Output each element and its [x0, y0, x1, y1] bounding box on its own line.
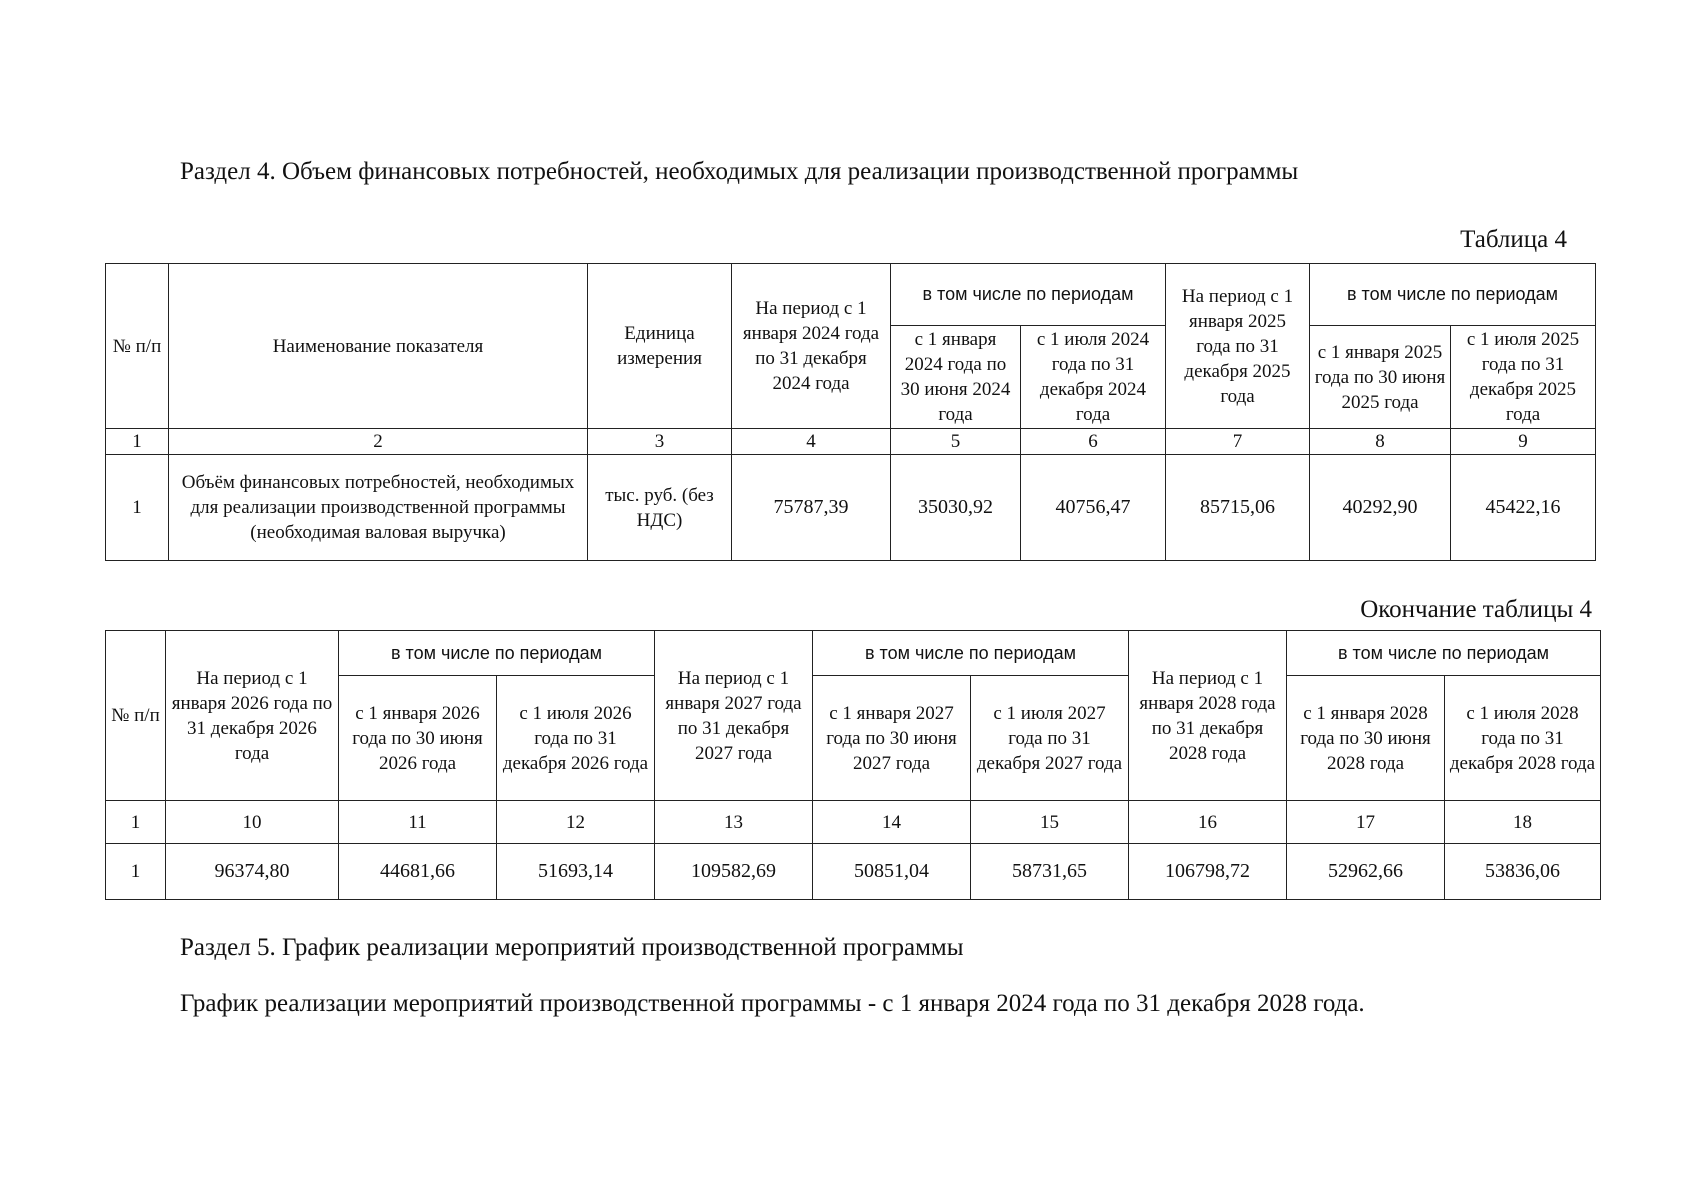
colnum: 6: [1021, 429, 1166, 455]
colnum: 2: [169, 429, 588, 455]
header-2026-h1: с 1 января 2026 года по 30 июня 2026 года: [339, 676, 497, 801]
header-num: № п/п: [106, 631, 166, 801]
section-5-title: Раздел 5. График реализации мероприятий производственной программы: [180, 934, 964, 961]
colnum: 9: [1451, 429, 1596, 455]
header-2024-h2: с 1 июля 2024 года по 31 декабря 2024 года: [1021, 326, 1166, 429]
colnum: 1: [106, 801, 166, 844]
colnum: 3: [588, 429, 732, 455]
value-2028: 106798,72: [1129, 844, 1287, 900]
financial-needs-table-continuation: [105, 630, 1601, 900]
column-number-row: [106, 801, 1601, 844]
header-including-2025: в том числе по периодам: [1310, 264, 1596, 326]
header-2025-h1: с 1 января 2025 года по 30 июня 2025 года: [1310, 326, 1451, 429]
row-name: Объём финансовых потребностей, необходимых для реализации производственной программы (необходимая валовая выручка): [169, 455, 588, 561]
colnum: 12: [497, 801, 655, 844]
value-2026-h2: 51693,14: [497, 844, 655, 900]
colnum: 11: [339, 801, 497, 844]
header-num: № п/п: [106, 264, 169, 429]
table-4-caption: Таблица 4: [1460, 226, 1567, 253]
colnum: 15: [971, 801, 1129, 844]
value-2025-h2: 45422,16: [1451, 455, 1596, 561]
header-period-2027: На период с 1 января 2027 года по 31 декабря 2027 года: [655, 631, 813, 801]
header-period-2025: На период с 1 января 2025 года по 31 декабря 2025 года: [1166, 264, 1310, 429]
value-2024-h1: 35030,92: [891, 455, 1021, 561]
colnum: 10: [166, 801, 339, 844]
value-2028-h1: 52962,66: [1287, 844, 1445, 900]
value-2025: 85715,06: [1166, 455, 1310, 561]
colnum: 5: [891, 429, 1021, 455]
header-including-2028: в том числе по периодам: [1287, 631, 1601, 676]
header-including-2026: в том числе по периодам: [339, 631, 655, 676]
header-2027-h1: с 1 января 2027 года по 30 июня 2027 года: [813, 676, 971, 801]
colnum: 8: [1310, 429, 1451, 455]
colnum: 4: [732, 429, 891, 455]
value-2024-h2: 40756,47: [1021, 455, 1166, 561]
financial-needs-table: [105, 263, 1596, 561]
row-num: 1: [106, 844, 166, 900]
header-name: Наименование показателя: [169, 264, 588, 429]
colnum: 16: [1129, 801, 1287, 844]
header-including-2027: в том числе по периодам: [813, 631, 1129, 676]
colnum: 18: [1445, 801, 1601, 844]
colnum: 13: [655, 801, 813, 844]
header-2027-h2: с 1 июля 2027 года по 31 декабря 2027 года: [971, 676, 1129, 801]
colnum: 1: [106, 429, 169, 455]
value-2026: 96374,80: [166, 844, 339, 900]
header-period-2024: На период с 1 января 2024 года по 31 декабря 2024 года: [732, 264, 891, 429]
header-2026-h2: с 1 июля 2026 года по 31 декабря 2026 года: [497, 676, 655, 801]
header-unit: Единица измерения: [588, 264, 732, 429]
colnum: 7: [1166, 429, 1310, 455]
header-2024-h1: с 1 января 2024 года по 30 июня 2024 года: [891, 326, 1021, 429]
value-2027: 109582,69: [655, 844, 813, 900]
column-number-row: [106, 429, 1596, 455]
header-2028-h1: с 1 января 2028 года по 30 июня 2028 года: [1287, 676, 1445, 801]
value-2028-h2: 53836,06: [1445, 844, 1601, 900]
schedule-text: График реализации мероприятий производственной программы - с 1 января 2024 года по 31 декабря 2028 года.: [180, 990, 1365, 1017]
row-unit: тыс. руб. (без НДС): [588, 455, 732, 561]
table-4-continuation-caption: Окончание таблицы 4: [1360, 596, 1592, 623]
table-row: [106, 844, 1601, 900]
colnum: 14: [813, 801, 971, 844]
value-2027-h1: 50851,04: [813, 844, 971, 900]
header-period-2028: На период с 1 января 2028 года по 31 декабря 2028 года: [1129, 631, 1287, 801]
value-2027-h2: 58731,65: [971, 844, 1129, 900]
section-4-title: Раздел 4. Объем финансовых потребностей, необходимых для реализации производственной программы: [180, 158, 1299, 185]
value-2025-h1: 40292,90: [1310, 455, 1451, 561]
colnum: 17: [1287, 801, 1445, 844]
header-period-2026: На период с 1 января 2026 года по 31 декабря 2026 года: [166, 631, 339, 801]
header-2025-h2: с 1 июля 2025 года по 31 декабря 2025 года: [1451, 326, 1596, 429]
row-num: 1: [106, 455, 169, 561]
header-including-2024: в том числе по периодам: [891, 264, 1166, 326]
header-2028-h2: с 1 июля 2028 года по 31 декабря 2028 года: [1445, 676, 1601, 801]
value-2024: 75787,39: [732, 455, 891, 561]
table-row: [106, 455, 1596, 561]
value-2026-h1: 44681,66: [339, 844, 497, 900]
